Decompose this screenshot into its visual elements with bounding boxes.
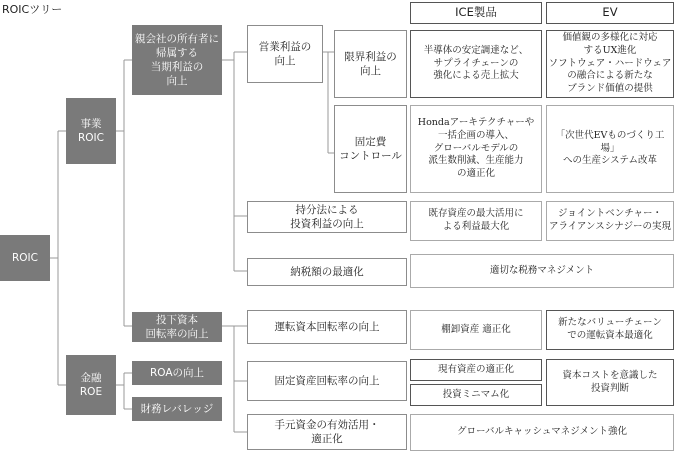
node-leverage: 財務レバレッジ bbox=[132, 397, 222, 421]
cell-cash: グローバルキャッシュマネジメント強化 bbox=[410, 414, 674, 451]
cell-fixed-assets-ev: 資本コストを意識した 投資判断 bbox=[546, 359, 674, 406]
node-tax: 納税額の最適化 bbox=[247, 258, 407, 286]
cell-fixed-assets-ice-2: 投資ミニマム化 bbox=[410, 384, 542, 406]
node-net-profit: 親会社の所有者に 帰属する 当期利益の 向上 bbox=[132, 25, 222, 95]
cell-working-capital-ice: 棚卸資産 適正化 bbox=[410, 310, 542, 350]
node-fixed-assets: 固定資産回転率の向上 bbox=[247, 361, 407, 401]
cell-marginal-ev: 価値観の多様化に対応 するUX進化 ソフトウェア・ハードウェア の融合による新たな ブランド価値の提供 bbox=[546, 30, 674, 98]
page-title: ROICツリー bbox=[2, 3, 63, 16]
header-ice: ICE製品 bbox=[410, 2, 542, 24]
root-roic: ROIC bbox=[0, 235, 50, 281]
cell-fixed-cost-ice: Hondaアーキテクチャーや 一括企画の導入、 グローバルモデルの 派生数削減、生産能力 の適正化 bbox=[410, 105, 542, 193]
node-finance-roe: 金融 ROE bbox=[66, 355, 116, 415]
cell-fixed-assets-ice-1: 現有資産の適正化 bbox=[410, 359, 542, 381]
node-equity-method: 持分法による 投資利益の向上 bbox=[247, 201, 407, 233]
node-business-roic: 事業 ROIC bbox=[66, 98, 116, 164]
node-marginal-profit: 限界利益の 向上 bbox=[334, 30, 407, 98]
node-cash: 手元資金の有効活用・ 適正化 bbox=[247, 414, 407, 450]
cell-tax: 適切な税務マネジメント bbox=[410, 254, 674, 288]
cell-working-capital-ev: 新たなバリューチェーン での運転資本最適化 bbox=[546, 310, 674, 350]
cell-marginal-ice: 半導体の安定調達など、 サプライチェーンの 強化による売上拡大 bbox=[410, 30, 542, 98]
node-capital-turnover: 投下資本 回転率の向上 bbox=[132, 312, 222, 342]
cell-fixed-cost-ev: 「次世代EVものづくり工場」 への生産システム改革 bbox=[546, 105, 674, 193]
cell-equity-ice: 既存資産の最大活用に よる利益最大化 bbox=[410, 201, 542, 241]
node-working-capital: 運転資本回転率の向上 bbox=[247, 310, 407, 344]
node-roa: ROAの向上 bbox=[132, 361, 222, 385]
header-ev: EV bbox=[546, 2, 674, 24]
cell-equity-ev: ジョイントベンチャー・ アライアンスシナジーの実現 bbox=[546, 201, 674, 241]
node-fixed-cost: 固定費 コントロール bbox=[334, 105, 407, 193]
node-operating-profit: 営業利益の 向上 bbox=[247, 25, 323, 83]
